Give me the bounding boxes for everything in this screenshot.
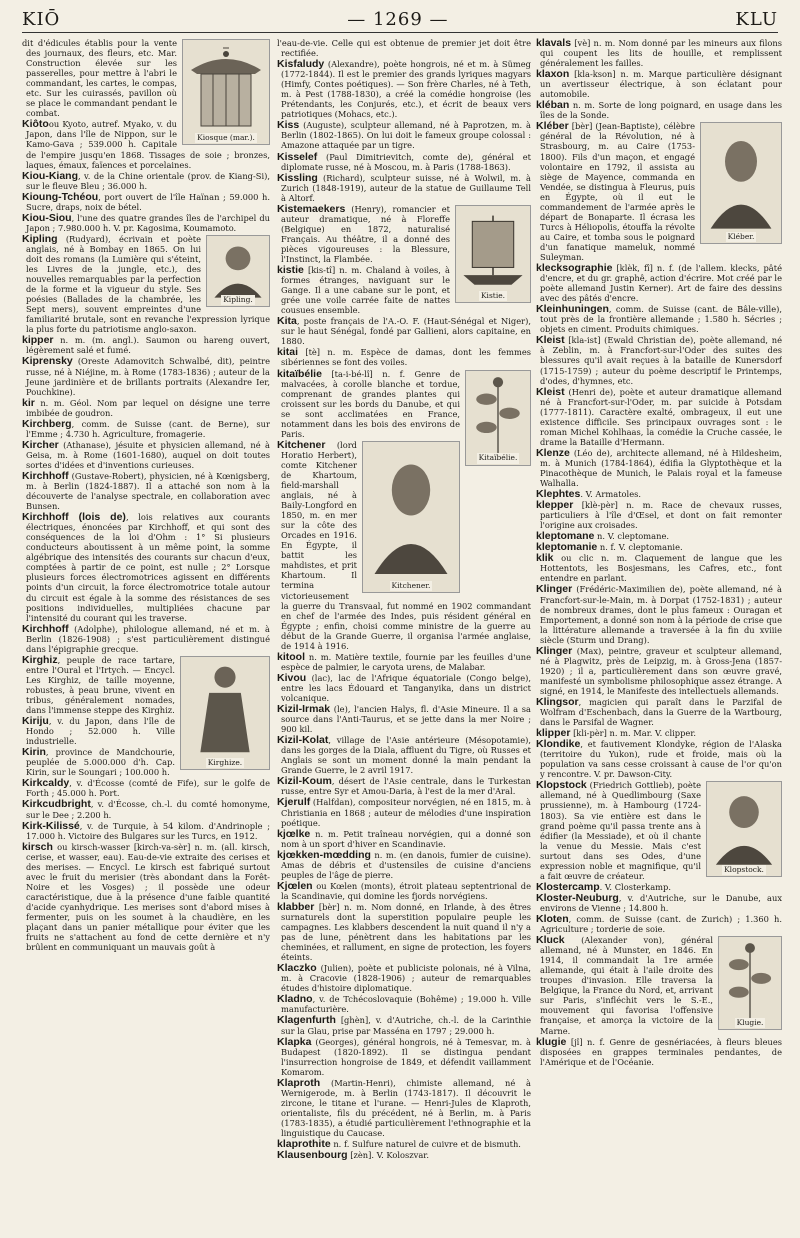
entry-text: , peuple de race tartare, entre l'Oural et l'Irtych. — Encycl. Les Kirghiz, de taille moyenne, robustes, à peau brune, vivent en tribus, généralement nomades, dans l'immense steppe des Kirghiz. <box>26 654 175 716</box>
figure-klugie <box>718 936 782 1030</box>
entry-text: , port ouvert de l'île Haïnan ; 59.000 h. Sucre, draps, noix de bétel. <box>26 191 270 212</box>
entry-text: (Adolphe), philologue allemand, né et m. à Berlin (1826-1908) ; s'est particulièrement distingué dans l'épigraphie grecque. <box>26 623 270 654</box>
entry-headword: kir <box>22 396 35 409</box>
dictionary-entry <box>536 304 782 334</box>
dictionary-entry <box>536 584 782 644</box>
portrait-illustration <box>363 442 459 592</box>
dictionary-entry <box>536 387 782 447</box>
caption-kitaibelie: Kitaïbélie. <box>478 453 518 463</box>
entry-text: (Martin-Henri), chimiste allemand, né à Wernigerode, m. à Berlin (1743-1817). Il découvrit le zircone, le titane et l'urane. — Henri-Jules de Klaproth, orientaliste, fils du précédent, né à Berlin, m. à Paris (1783-1835), a étudié particulièrement l'ethnographie et la linguistique du Caucase. <box>281 1077 531 1138</box>
entry-text: [klè-pèr] n. m. Race de chevaux russes, particuliers à l'île d'Œsel, et dont on fait remonter l'origine aux croisades. <box>540 500 782 531</box>
entry-headword: Kiou-Siou <box>22 211 72 224</box>
entry-headword: Klinger <box>536 583 573 596</box>
entry-headword: Kiriju <box>22 715 49 728</box>
entry-headword: klik <box>536 552 554 565</box>
entry-text: (Halfdan), compositeur norvégien, né en 1815, m. à Christiania en 1868 ; auteur de mélodies d'une inspiration poétique. <box>281 797 531 828</box>
entry-text: (Richard), sculpteur suisse, né à Wolwil, m. à Zurich (1848-1919), auteur de la statue de Guillaume Tell à Altorf. <box>281 172 531 203</box>
entry-headword: kirsch <box>22 840 53 853</box>
column-1 <box>22 38 270 1230</box>
entry-text: [ta-i-bé-lî] n. f. Genre de malvacées, à corolle blanche et tordue, comprenant de grandes plantes qui croissent sur les bords du Danube, et qui se sont acclimatées en France, notamment dans les bois des environs de Paris. <box>281 368 460 439</box>
entry-headword: Klopstock <box>536 779 587 792</box>
dictionary-entry <box>277 704 531 734</box>
figure-kleber <box>700 122 782 244</box>
entry-text: n. m. Petit traîneau norvégien, qui a donné son nom à un sport d'hiver en Scandinavie. <box>281 828 531 849</box>
figure-klopstock <box>706 781 782 877</box>
entry-text: (Georges), général hongrois, né à Temesvar, m. à Budapest (1820-1892). Il se distingua pendant l'insurrection hongroise de 1849, et défendit vaillamment Komarom. <box>281 1036 531 1077</box>
entry-headword: kipper <box>22 334 54 347</box>
dictionary-entry <box>536 646 782 696</box>
dictionary-entry <box>277 347 531 367</box>
entry-text: , v. de la Chine orientale (prov. de Kiang-Si), sur le fleuve Bleu ; 36.000 h. <box>26 170 270 191</box>
entry-text: , et fautivement Klondyke, région de l'Alaska (territoire du Yukon), rude et froide, mais où la population va sans cesse croissant à cause de l'or qu'on y rencontre. V. pr. Dawson-City. <box>540 739 782 780</box>
entry-headword: Kiou-Kiang <box>22 169 78 182</box>
caption-kirghize: Kirghize. <box>207 757 243 767</box>
dictionary-entry <box>22 778 270 798</box>
dictionary-entry <box>536 542 782 552</box>
dictionary-entry <box>22 356 270 396</box>
dictionary-entry <box>277 38 531 58</box>
entry-text: , village de l'Asie antérieure (Mésopotamie), dans les gorges de la Diala, affluent du Tigre, où Russes et Anglais se sont un moment donné la main pendant la Grande Guerre, le 2 avril 1917. <box>281 735 531 776</box>
dictionary-entry <box>536 882 782 892</box>
entry-headword: Kleist <box>536 334 565 347</box>
entry-text: (Oreste Adamovitch Schwalbé, dit), peintre russe, né à Niéjine, m. à Rome (1783-1836) ; auteur de la Jeune jardinière et de brillants portraits (Alexandre Ier, Pouchkine). <box>26 356 270 397</box>
entry-text: (Friedrich Gottlieb), poète allemand, né à Quedlimbourg (Saxe prussienne), m. à Hambourg (1724-1803). Sa vie entière est dans le grand poème qu'il passa trente ans à édifier (la Messiade), et où il chante la venue du Messie. Mais c'est surtout dans ses Odes, d'une expression noble et magnifique, qu'il a fait œuvre de créateur. <box>540 780 701 881</box>
dictionary-entry <box>536 914 782 934</box>
entry-text: , poste français de l'A.-O. F. (Haut-Sénégal et Niger), sur le haut Sénégal, fondé par Gallieni, alors capitaine, en 1880. <box>281 316 531 347</box>
dictionary-entry <box>277 963 531 993</box>
entry-headword: klepper <box>536 499 574 512</box>
entry-headword: Klapka <box>277 1035 312 1048</box>
entry-headword: Kladno <box>277 993 313 1006</box>
entry-text: n. V. cleptomane. <box>594 531 669 542</box>
dictionary-entry <box>277 797 531 827</box>
entry-headword: klipper <box>536 727 571 740</box>
entry-text: ou kirsch-wasser [kirch-va-sèr] n. m. (all. kirsch, cerise, et wasser, eau). Eau-de-vie extraite des cerises et des merises. — Encycl. Le kirsch est fabriqué surtout avec le fruit du merisier (très abondant dans la Forêt-Noire et les Vosges) ; il possède une odeur caractéristique, due à la présence d'une faible quantité d'acide cyanhydrique. Les merises sont d'abord mises à fermenter, puis on les soumet à la chaudière, en les plaçant dans un panier métallique pour éviter que les fruits ne s'attachent au fond de cette dernière et n'y brûlent en communiquant un mauvais goût à <box>26 841 270 953</box>
dictionary-entry <box>536 335 782 385</box>
caption-kipling: Kipling. <box>223 294 253 304</box>
entry-headword: Kirchberg <box>22 417 72 430</box>
caption-klopstock: Klopstock. <box>724 865 764 875</box>
entry-headword: kleptomanie <box>536 541 598 554</box>
header-right: KLU <box>735 8 778 30</box>
dictionary-entry <box>277 673 531 703</box>
dictionary-entry <box>277 1078 531 1138</box>
entry-headword: Klinger <box>536 644 573 657</box>
entry-headword: Kita <box>277 315 297 328</box>
entry-headword: Kipling <box>22 232 58 245</box>
dictionary-entry <box>277 152 531 172</box>
entry-text: , v. de Tchécoslovaquie (Bohême) ; 19.000 h. Ville manufacturière. <box>281 994 531 1015</box>
entry-text: [bèr] n. m. Nom donné, en Irlande, à des êtres surnaturels dont la superstition populaire peuple les campagnes. Les klabbers descendent la nuit quand il n'y a pas de lune, pénètrent dans les habitations par les cheminées, et rallument, en signe de protection, les foyers éteints. <box>281 901 531 963</box>
entry-text: , lois relatives aux courants électriques, énoncées par Kirchhoff, et qui sont des conséquences de la loi d'Ohm : 1° Si plusieurs conducteurs aboutissent à un même point, la somme algébrique des intensités des courants sur chacun d'eux, comptées à partir de ce point, est nulle ; 2° Lorsque plusieurs forces électromotrices agissent en différents points d'un circuit, la force électromotrice totale autour du circuit est égale à la somme des résistances de ses positions individuelles, multipliées chacune par l'intensité du courant qui les traverse. <box>26 512 270 623</box>
entry-text: (Léo de), architecte allemand, né à Hildesheim, m. à Munich (1784-1864), édifia la Glyptothèque et la Pinacothèque de Munich, le Palais royal et la fameuse Walhalla. <box>540 447 782 489</box>
entry-headword: kistie <box>277 264 304 277</box>
entry-text: , v. de Turquie, à 54 kilom. d'Andrinople ; 17.000 h. Victoire des Bulgares sur les Turcs, en 1912. <box>26 820 270 841</box>
dictionary-entry <box>277 1015 531 1035</box>
entry-headword: Kiôto <box>22 118 49 131</box>
dictionary-entry <box>22 335 270 355</box>
figure-kiosque <box>182 39 270 145</box>
entry-text: , v. d'Écosse, ch.-l. du comté homonyme, sur le Dee ; 2.200 h. <box>26 799 270 820</box>
dictionary-entry <box>22 171 270 191</box>
entry-headword: Klenze <box>536 446 570 459</box>
entry-headword: Klephtes <box>536 488 581 501</box>
entry-headword: Kjerulf <box>277 796 311 809</box>
caption-klugie: Klugie. <box>736 1018 764 1028</box>
figure-kitchener <box>362 441 460 593</box>
entry-headword: Kirkcudbright <box>22 798 91 811</box>
entry-text: [kla-kson] n. m. Marque particulière désignant un avertisseur électrique, à son éclatant pour automobile. <box>540 69 782 100</box>
entry-headword: Kisfaludy <box>277 58 325 71</box>
entry-text: (Gustave-Robert), physicien, né à Kœnigsberg, m. à Berlin (1824-1887). Il a attaché son nom à la découverte de l'analyse spectrale, en collaboration avec Bunsen. <box>26 470 270 512</box>
entry-headword: kjœlke <box>277 827 311 840</box>
dictionary-entry <box>277 120 531 150</box>
dictionary-entry <box>22 624 270 654</box>
entry-text: (Julien), poète et publiciste polonais, né à Vilna, m. à Cracovie (1828-1906) ; auteur de remarquables études d'histoire diplomatique. <box>281 963 531 994</box>
dictionary-entry <box>277 652 531 672</box>
entry-headword: Kloster-Neuburg <box>536 891 619 904</box>
entry-headword: Kirchhoff (lois de) <box>22 511 126 524</box>
entry-headword: Kivou <box>277 671 307 684</box>
entry-text: (Max), peintre, graveur et sculpteur allemand, né à Plagwitz, près de Leipzig, m. à Gross-Jena (1857-1920) ; il a, particulièrement dans son œuvre gravé, manifesté un symbolisme philosophique assez étrange. A signé, en 1914, le Manifeste des intellectuels allemands. <box>540 645 782 696</box>
dictionary-entry <box>277 776 531 796</box>
boat-illustration <box>456 206 530 302</box>
entry-text: , l'une des quatre grandes îles de l'archipel du Japon ; 7.980.000 h. V. pr. Kagosima, Koumamoto. <box>26 212 270 233</box>
entry-headword: Kitchener <box>277 438 326 451</box>
figure-kitaibelie <box>465 370 531 466</box>
entry-text: (Auguste), sculpteur allemand, né à Paprotzen, m. à Berlin (1802-1865). On lui doit le fameux groupe colossal : Amazone attaquée par un tigre. <box>281 120 531 151</box>
entry-text: , comm. de Suisse (cant. de Zurich) ; 1.360 h. Agriculture ; torderie de soie. <box>540 913 782 935</box>
entry-text: n. m. Géol. Nom par lequel on désigne une terre imbibée de goudron. <box>26 397 270 418</box>
entry-text: (lac), lac de l'Afrique équatoriale (Congo belge), entre les lacs Édouard et Tanganyika, dans un district volcanique. <box>281 672 531 703</box>
plant-illustration <box>719 937 781 1029</box>
dictionary-entry <box>22 799 270 819</box>
dictionary-entry <box>536 100 782 120</box>
entry-headword: Kirkcaldy <box>22 777 70 790</box>
caption-kiosque: Kiosque (mar.). <box>197 132 255 142</box>
entry-headword: Klagenfurth <box>277 1014 336 1027</box>
entry-headword: kleptomane <box>536 530 595 543</box>
dictionary-entry <box>22 440 270 470</box>
entry-headword: kitool <box>277 650 305 663</box>
dictionary-entry <box>277 881 531 901</box>
entry-headword: Kléber <box>536 120 569 133</box>
entry-text: [zèn]. V. Koloszvar. <box>347 1150 429 1161</box>
entry-headword: kjœkken-mœdding <box>277 848 371 861</box>
entry-text: . V. Closterkamp. <box>599 881 671 892</box>
dictionary-entry <box>536 728 782 738</box>
figure-kipling <box>206 235 270 307</box>
portrait-illustration <box>701 123 781 243</box>
dictionary-entry <box>277 1037 531 1077</box>
entry-headword: Klaproth <box>277 1076 321 1089</box>
entry-text: [jî] n. f. Genre de gesnériacées, à fleurs bleues disposées en grappes terminales pendantes, de l'Amérique et de l'Océanie. <box>540 1036 782 1067</box>
kiosque-illustration <box>183 40 269 144</box>
dictionary-entry <box>277 173 531 203</box>
entry-headword: klabber <box>277 900 315 913</box>
entry-text: (Paul Dimitrievitch, comte de), général et diplomate russe, né à Moscou, m. à Paris (1788-1863). <box>281 151 531 172</box>
dictionary-entry <box>22 213 270 233</box>
portrait-illustration <box>707 782 781 876</box>
entry-text: n. m. (m. angl.). Saumon ou hareng ouvert, légèrement salé et fumé. <box>26 335 270 356</box>
entry-headword: Kizil-Kolat <box>277 734 329 747</box>
entry-headword: Kjœlen <box>277 879 313 892</box>
dictionary-entry <box>536 739 782 779</box>
entry-headword: Kirin <box>22 746 46 759</box>
dictionary-entry <box>22 471 270 511</box>
caption-kistie: Kistie. <box>480 290 506 300</box>
page-number: — 1269 — <box>347 8 449 30</box>
entry-headword: klaprothite <box>277 1138 331 1151</box>
entry-text: (Athanase), jésuite et physicien allemand, né à Geisa, m. à Rome (1601-1680), auquel on doit toutes sortes d'idées et d'inventions curieuses. <box>26 439 270 470</box>
running-header <box>22 8 778 30</box>
entry-text: , province de Mandchourie, peuplée de 5.000.000 d'h. Cap. Kirin, sur le Soungari ; 100.000 h. <box>26 747 175 778</box>
entry-text: , désert de l'Asie centrale, dans le Turkestan russe, entre Syr et Amou-Daria, à l'est de la mer d'Aral. <box>281 776 531 797</box>
entry-headword: Kirk-Kilissé <box>22 819 80 832</box>
entry-text: n. m. (en danois, fumier de cuisine). Amas de débris et d'ustensiles de cuisine d'anciens peuples de l'âge de pierre. <box>281 849 531 880</box>
entry-headword: klavals <box>536 38 572 49</box>
entry-headword: Kleinhuningen <box>536 303 609 316</box>
dictionary-entry <box>277 316 531 346</box>
person-illustration <box>181 657 269 769</box>
dictionary-entry <box>277 902 531 962</box>
dictionary-entry <box>536 553 782 583</box>
entry-text: , magicien qui paraît dans le Parzifal de Wolfram d'Eschenbach, dans la Guerre de la Wartbourg, dans le Parsifal de Wagner. <box>540 697 782 728</box>
entry-text: (lord Horatio Herbert), comte Kitchener de Khartoum, field-marshall anglais, né à Baily-Longford en 1850, m. en mer sur la côte des Orcades en 1916. En Égypte, il battit les mahdistes, et prit Khartoum. Il termina victorieusement la guerre du Transvaal, fut nommé en 1902 commandant en chef de l'armée des Indes, puis résident général en Égypte ; enfin, choisi comme ministre de la guerre au début de la Grande Guerre, il organisa l'armée anglaise, de 1914 à 1916. <box>281 439 531 651</box>
column-2 <box>277 38 531 1230</box>
entry-text: ou Kœlen (monts), étroit plateau septentrional de la Scandinavie, qui domine les fjords norvégiens. <box>281 880 531 901</box>
entry-headword: Kizil-Koum <box>277 775 332 788</box>
entry-text: (Henry), romancier et auteur dramatique, né à Floreffe (Belgique) en 1872, naturalisé Français. Au théâtre, il a donné des pièces vigoureuses : la Blessure, l'Instinct, la Flambée. <box>281 203 450 264</box>
entry-headword: Klostercamp <box>536 880 600 893</box>
entry-text: [ghèn], v. d'Autriche, ch.-l. de la Carinthie sur la Glau, prise par Masséna en 1797 ; 29.000 h. <box>281 1015 531 1036</box>
entry-headword: Kisselef <box>277 150 318 163</box>
entry-text: (Rudyard), écrivain et poète anglais, né à Bombay en 1865. On lui doit des romans (la Lumière qui s'éteint, les Livres de la jungle, etc.), des nouvelles remarquables par la perfection de la forme et la vigueur du style. Ses poésies (Ballades de la chambrée, les Sept mers), souvent empreintes d'une familiarité brutale, sont en revanche l'expression lyrique la plus forte du patriotisme anglo-saxon. <box>26 233 270 335</box>
entry-headword: Kissling <box>277 171 318 184</box>
dictionary-entry <box>277 735 531 775</box>
entry-headword: klecksographie <box>536 262 613 275</box>
entry-text: , comm. de Suisse (cant. de Berne), sur l'Emme ; 4.730 h. Agriculture, fromagerie. <box>26 418 270 439</box>
entry-headword: Kleist <box>536 385 565 398</box>
dictionary-entry <box>277 1150 531 1160</box>
entry-text: (le), l'ancien Halys, fl. d'Asie Mineure. Il a sa source dans l'Anti-Taurus, et se jette dans la mer Noire ; 900 kil. <box>281 704 531 735</box>
entry-headword: Kistemaekers <box>277 202 346 215</box>
dictionary-entry <box>536 69 782 99</box>
entry-text: [kli-pèr] n. m. Mar. V. clipper. <box>570 728 697 739</box>
dictionary-entry <box>277 1139 531 1149</box>
entry-text: , v. du Japon, dans l'île de Hondo ; 52.000 h. Ville industrielle. <box>26 716 175 747</box>
dictionary-entry <box>536 893 782 913</box>
entry-text: dit d'édicules établis pour la vente des journaux, des fleurs, etc. Mar. Construction élevée sur les passerelles, pour mettre à l'abri le commandant, les cartes, le compas, etc. Sur les cuirassés, pavillon où se place le commandant pendant le combat. <box>22 38 177 119</box>
entry-headword: kléban <box>536 99 570 112</box>
dictionary-entry <box>22 821 270 841</box>
dictionary-entry <box>536 500 782 530</box>
figure-kistie <box>455 205 531 303</box>
figure-kirghize <box>180 656 270 770</box>
entry-headword: Kioung-Tchéou <box>22 190 99 203</box>
dictionary-entry <box>536 448 782 488</box>
entry-text: (Alexander von), général allemand, né à Munster, en 1846. En 1914, il commandait la 1re armée allemande, qui était à l'aile droite des troupes d'invasion. Elle traversa la Belgique, la France du Nord, et, arrivant sur Paris, s'infléchit vers le S.-E., mouvement qui favorisa l'offensive française, et amorça la victoire de la Marne. <box>540 935 713 1036</box>
entry-text: ou clic n. m. Claquement de langue que les Hottentots, les Bosjesmans, les Cafres, etc., font entendre en parlant. <box>540 553 782 584</box>
entry-headword: Klausenbourg <box>277 1149 348 1162</box>
entry-headword: Kiss <box>277 119 300 132</box>
dictionary-entry <box>22 842 270 953</box>
entry-headword: Kirghiz <box>22 653 58 666</box>
column-3 <box>536 38 782 1230</box>
entry-text: (Alexandre), poète hongrois, né et m. à Sümeg (1772-1844). Il est le premier des grands lyriques magyars (Himfy, Contes poétiques). — Son frère Charles, né à Teth, m. à Pest (1788-1830), a créé la comédie hongroise (les Prétendants, les Conjurés, etc.), et écrit de beaux vers patriotiques (Mohacs, etc.). <box>281 59 531 120</box>
dictionary-entry <box>22 192 270 212</box>
dictionary-entry <box>277 829 531 849</box>
entry-headword: kitaïbélie <box>277 367 322 380</box>
entry-text: (Henri de), poète et auteur dramatique allemand né à Francfort-sur-l'Oder, m. par suicide à Potsdam (1777-1811). Caractère exalté, ombrageux, il eut une existence difficile. Ses principaux ouvrages sont : le roman Michel Kohlhaas, la comédie la Cruche cassée, le drame la Bataille d'Hermann. <box>540 386 782 447</box>
caption-kleber: Kléber. <box>727 232 755 242</box>
entry-text: . V. Armatoles. <box>580 489 641 500</box>
entry-headword: Klondike <box>536 738 581 751</box>
entry-headword: Klingsor <box>536 696 579 708</box>
entry-headword: Kizil-Irmak <box>277 703 331 716</box>
entry-text: , comm. de Suisse (cant. de Bâle-ville), tout près de la frontière allemande ; 1.580 h. Sécries ; objets en ciment. Produits chimiques. <box>540 304 782 335</box>
dictionary-entry <box>536 531 782 541</box>
header-rule <box>22 32 778 33</box>
entry-headword: Kluck <box>536 934 565 947</box>
entry-text: ou Kyoto, autref. Myako, v. du Japon, dans l'île de Nippon, sur le Kamo-Gava ; 539.000 h. Capitale de l'empire jusqu'en 1868. Tissages de soie ; bronzes, laques, émaux, faïences et porcelaines. <box>26 119 270 170</box>
entry-headword: Kirchhoff <box>22 469 69 482</box>
dictionary-entry <box>536 1037 782 1067</box>
caption-kitchener: Kitchener. <box>391 580 431 590</box>
dictionary-entry <box>277 994 531 1014</box>
entry-text: n. m. Sorte de long poignard, en usage dans les îles de la Sonde. <box>540 100 782 121</box>
entry-text: , v. d'Autriche, sur le Danube, aux environs de Vienne ; 14.800 h. <box>540 892 782 913</box>
entry-text: n. f. Sulfure naturel de cuivre et de bismuth. <box>330 1139 521 1150</box>
entry-text: , v. d'Écosse (comté de Fife), sur le golfe de Forth ; 45.000 h. Port. <box>26 778 270 799</box>
entry-headword: kitai <box>277 346 299 359</box>
dictionary-entry <box>536 38 782 68</box>
entry-headword: klaxon <box>536 68 570 81</box>
entry-text: [vè] n. m. Nom donné par les mineurs aux filons qui coupent les lits de houille, et remplissent généralement les failles. <box>540 38 782 69</box>
entry-headword: Kircher <box>22 438 59 451</box>
entry-text: [klèk, fî] n. f. (de l'allem. klecks, pâté d'encre, et du gr. graphê, action d'écrire. Mot créé par le poète allemand Justin Kerner). Art de faire des dessins avec des pâtés d'encre. <box>540 263 782 304</box>
dictionary-entry <box>22 398 270 418</box>
header-left: KIŌ <box>22 8 61 30</box>
entry-text: n. f. V. cleptomanie. <box>597 542 683 553</box>
dictionary-entry <box>22 419 270 439</box>
entry-headword: klugie <box>536 1035 567 1048</box>
entry-text: (Frédéric-Maximilien de), poète allemand, né à Francfort-sur-le-Main, m. à Dorpat (1752-1831) ; auteur de nombreux drames, dont le plus fameux : Ouragan et Emportement, a donné son nom à la période de crise que la littérature allemande a traversée à la fin du xviiie siècle (Sturm und Drang). <box>540 584 782 645</box>
entry-text: [tè] n. m. Espèce de damas, dont les femmes sibériennes se font des voiles. <box>281 347 531 368</box>
dictionary-entry <box>536 263 782 303</box>
dictionary-entry <box>277 850 531 880</box>
entry-headword: Klaczko <box>277 962 317 975</box>
entry-text: l'eau-de-vie. Celle qui est obtenue de premier jet doit être rectifiée. <box>277 38 531 59</box>
entry-text: [kla-ist] (Ewald Christian de), poète allemand, né à Zeblin, m. à Francfort-sur-l'Oder des suites des blessures qu'il avait reçues à la bataille de Kunersdorf (1715-1759) ; auteur du poème descriptif le Printemps, d'odes, d'hymnes, etc. <box>540 335 782 386</box>
entry-headword: Kiprensky <box>22 355 73 368</box>
entry-headword: Kloten <box>536 912 569 925</box>
entry-text: [kis-tî] n. m. Chaland à voiles, à formes étranges, naviguant sur le Gange. Il a une cabane sur le pont, et grée une voile carrée faite de nattes cousues ensemble. <box>281 265 450 316</box>
plant-illustration <box>466 371 530 465</box>
entry-text: n. m. Matière textile, fournie par les feuilles d'une espèce de palmier, le caryota urens, de Malabar. <box>281 651 531 672</box>
entry-headword: Kirchhoff <box>22 622 69 635</box>
dictionary-entry <box>536 489 782 499</box>
dictionary-entry <box>277 59 531 119</box>
dictionary-entry <box>22 512 270 623</box>
entry-text: [bèr] (Jean-Baptiste), célèbre général de la Révolution, né à Strasbourg, m. au Caire (1753-1800). Fils d'un maçon, et engagé volontaire en 1792, il assista au siège de Mayence, commanda en Vendée, se distingua à Fleurus, puis en Égypte, où il eut le commandement de l'armée après le départ de Bonaparte. Il écrasa les Turcs à Héliopolis, étouffa la révolte au Caire, et tomba sous le poignard d'un fanatique mameluk, nommé Suleyman. <box>540 121 695 262</box>
dictionary-entry <box>536 697 782 727</box>
